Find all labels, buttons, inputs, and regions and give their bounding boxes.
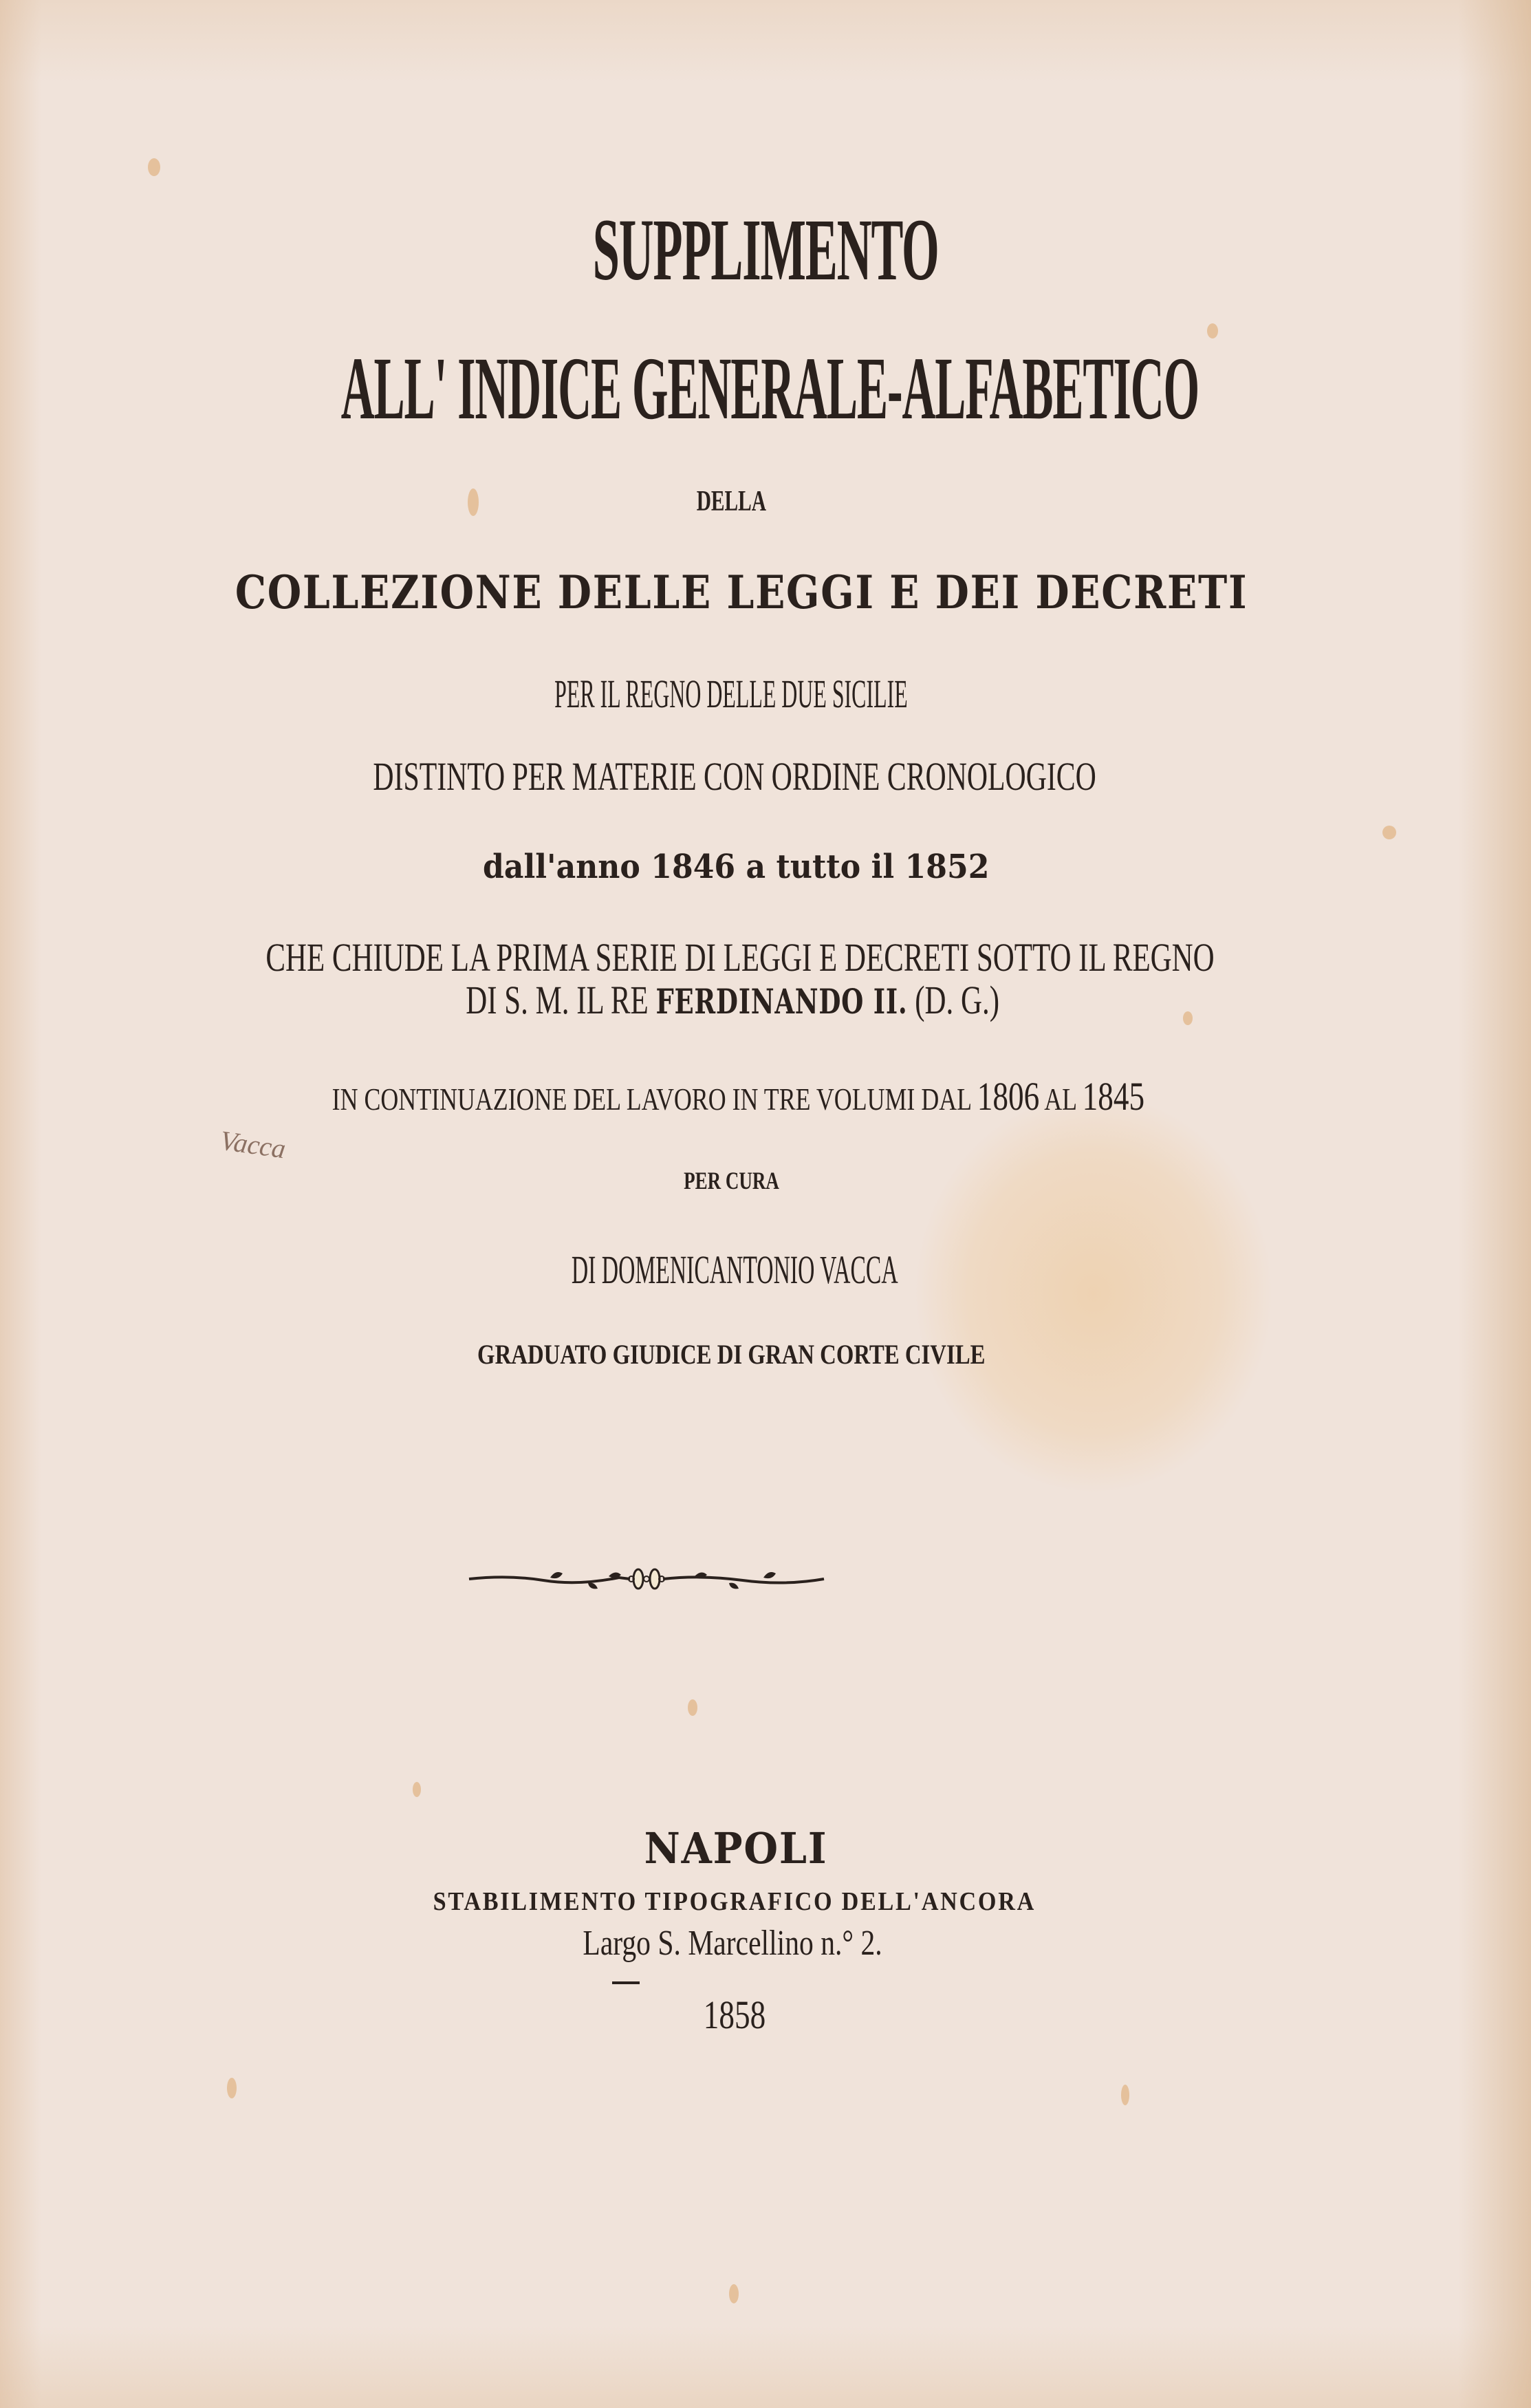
kingdom-text: PER IL REGNO DELLE DUE SICILIE [554, 671, 908, 716]
author-text: DI DOMENICANTONIO VACCA [571, 1247, 898, 1292]
imprint-address [0, 1923, 1531, 1964]
series-text-2 [466, 977, 1000, 1023]
title-text: SUPPLIMENTO [592, 201, 939, 299]
foxing-spot [1382, 826, 1396, 839]
continuation-prefix: IN CONTINUAZIONE DEL LAVORO IN TRE VOLUMI DAL [332, 1082, 977, 1117]
foxing-spot [1207, 323, 1218, 338]
king-name: FERDINANDO II. [655, 981, 908, 1022]
collection-text: COLLEZIONE DELLE LEGGI E DEI DECRETI [235, 566, 1248, 619]
continuation-line [0, 1073, 1531, 1119]
series-text-1: CHE CHIUDE LA PRIMA SERIE DI LEGGI E DECRETI SOTTO IL REGNO [265, 935, 1215, 980]
period-text: dall'anno 1846 a tutto il 1852 [483, 848, 990, 886]
arrangement-line [0, 753, 1531, 799]
year-from: 1806 [977, 1074, 1039, 1119]
imprint-city [0, 1823, 1531, 1873]
series-prefix: DI S. M. IL RE [466, 978, 656, 1022]
foxing-spot [729, 2284, 739, 2303]
author-role-line [0, 1338, 1531, 1370]
subtitle-text: ALL' INDICE GENERALE-ALFABETICO [340, 339, 1199, 438]
foxing-spot [688, 1699, 697, 1716]
address-text: Largo S. Marcellino n.° 2. [583, 1924, 883, 1963]
title [0, 200, 1531, 301]
handwritten-mark: Vacca [218, 1124, 288, 1165]
per-cura-line [0, 1166, 1531, 1195]
series-line-2 [0, 977, 1531, 1023]
continuation-text [332, 1073, 1144, 1119]
foxing-spot [148, 158, 160, 176]
continuation-mid: AL [1039, 1082, 1083, 1117]
printer-text: STABILIMENTO TIPOGRAFICO DELL'ANCORA [433, 1887, 1036, 1916]
kingdom-line [0, 671, 1531, 717]
year-to: 1845 [1082, 1074, 1144, 1119]
foxing-spot [413, 1782, 421, 1797]
floral-ornament-icon [468, 1565, 825, 1593]
della-line [0, 485, 1531, 518]
foxing-spot [1121, 2085, 1129, 2105]
della-text: DELLA [696, 486, 766, 517]
foxing-spot [227, 2078, 237, 2098]
author-role-text: GRADUATO GIUDICE DI GRAN CORTE CIVILE [477, 1339, 986, 1370]
collection-title [0, 566, 1531, 619]
per-cura-text: PER CURA [683, 1167, 779, 1194]
divider-dash [612, 1981, 640, 1984]
series-suffix: (D. G.) [907, 978, 1000, 1022]
author-line [0, 1247, 1531, 1293]
series-line-1 [0, 934, 1531, 980]
city-text: NAPOLI [644, 1823, 828, 1873]
period-line [0, 848, 1531, 886]
imprint-year [0, 1992, 1531, 2038]
year-text: 1858 [703, 1992, 766, 2037]
subtitle [0, 337, 1531, 440]
arrangement-text: DISTINTO PER MATERIE CON ORDINE CRONOLOGICO [373, 754, 1096, 799]
imprint-printer [0, 1886, 1531, 1917]
